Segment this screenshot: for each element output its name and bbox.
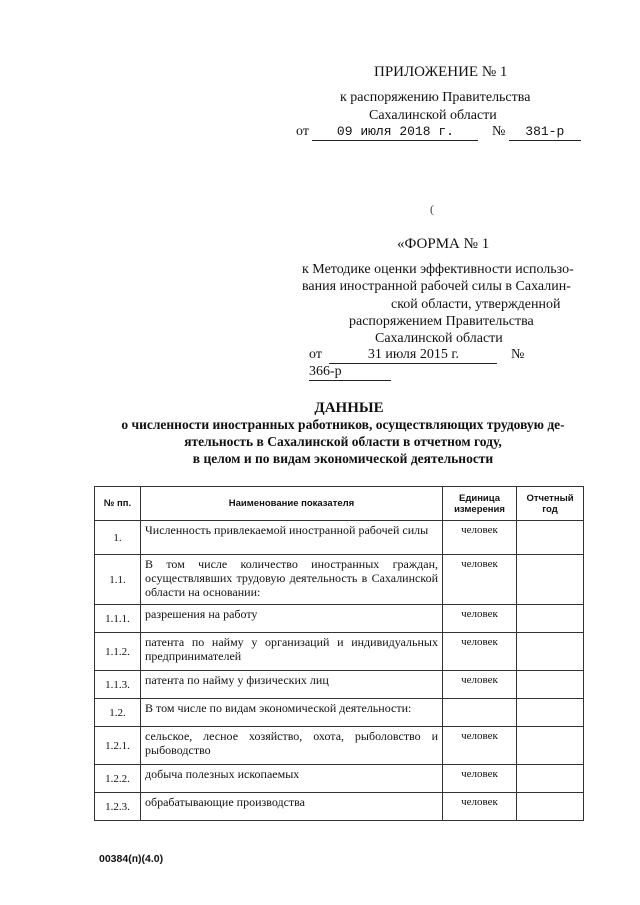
row-value[interactable] [517, 727, 584, 765]
row-num: 1.1. [95, 555, 141, 605]
row-num: 1.1.3. [95, 671, 141, 699]
table-row [95, 555, 584, 605]
row-value[interactable] [517, 699, 584, 727]
header-unit: Единица измерения [443, 487, 517, 521]
appendix-date: 09 июля 2018 г. [312, 124, 478, 141]
table-row [95, 727, 584, 765]
row-value[interactable] [517, 671, 584, 699]
table-row [95, 605, 584, 633]
data-table [94, 486, 584, 821]
row-value[interactable] [517, 793, 584, 821]
row-unit: человек [443, 765, 517, 793]
header-name: Наименование показателя [141, 487, 443, 521]
appendix-date-prefix: от [296, 124, 309, 139]
form-number: 366-р [309, 364, 391, 381]
row-unit: человек [443, 605, 517, 633]
footer-code: 00384(п)(4.0) [99, 853, 164, 865]
row-name: патента по найму у организаций и индивидуальных предпринимателей [141, 633, 443, 671]
row-name: Численность привлекаемой иностранной рабочей силы [141, 521, 443, 555]
heading-title: ДАННЫЕ [314, 400, 384, 416]
row-num: 1. [95, 521, 141, 555]
row-name: сельское, лесное хозяйство, охота, рыболовство и рыбоводство [141, 727, 443, 765]
table-header-row [95, 487, 584, 521]
appendix-line-2: Сахалинской области [369, 108, 497, 123]
row-unit [443, 699, 517, 727]
form-line-1: к Методике оценки эффективности использо- [302, 262, 574, 277]
row-unit: человек [443, 555, 517, 605]
appendix-number: 381-р [509, 124, 581, 141]
form-line-2: вания иностранной рабочей силы в Сахалин- [302, 279, 571, 294]
row-value[interactable] [517, 521, 584, 555]
row-name: разрешения на работу [141, 605, 443, 633]
row-value[interactable] [517, 605, 584, 633]
appendix-date-row [296, 124, 586, 142]
row-unit: человек [443, 727, 517, 765]
form-date-row [309, 347, 609, 379]
table-row [95, 633, 584, 671]
row-unit: человек [443, 793, 517, 821]
row-name: обрабатывающие производства [141, 793, 443, 821]
row-value[interactable] [517, 633, 584, 671]
row-num: 1.2.3. [95, 793, 141, 821]
heading-line-2: ятельность в Сахалинской области в отчетном году, [184, 434, 502, 449]
row-num: 1.2.1. [95, 727, 141, 765]
table-row [95, 765, 584, 793]
form-num-prefix: № [510, 347, 525, 362]
row-name: В том числе количество иностранных граждан, осуществлявших трудовую деятельность в Сахалинской области на основании: [141, 555, 443, 605]
row-name: В том числе по видам экономической деятельности: [141, 699, 443, 727]
appendix-line-1: к распоряжению Правительства [340, 90, 531, 105]
table-row [95, 521, 584, 555]
table-row [95, 699, 584, 727]
heading-line-3: в целом и по видам экономической деятельности [192, 451, 494, 466]
row-unit: человек [443, 521, 517, 555]
form-date-prefix: от [309, 347, 322, 362]
row-value[interactable] [517, 555, 584, 605]
form-title: «ФОРМА № 1 [397, 236, 490, 252]
row-num: 1.2.2. [95, 765, 141, 793]
row-num: 1.1.2. [95, 633, 141, 671]
form-line-5: Сахалинской области [375, 331, 503, 346]
header-num: № пп. [95, 487, 141, 521]
appendix-num-prefix: № [491, 124, 506, 139]
table-row [95, 671, 584, 699]
form-line-3: ской области, утвержденной [391, 297, 561, 312]
scan-mark: ( [430, 202, 434, 216]
row-name: патента по найму у физических лиц [141, 671, 443, 699]
heading-line-1: о численности иностранных работников, осуществляющих трудовую де- [121, 417, 565, 432]
table-row [95, 793, 584, 821]
row-unit: человек [443, 671, 517, 699]
row-num: 1.2. [95, 699, 141, 727]
row-name: добыча полезных ископаемых [141, 765, 443, 793]
row-unit: человек [443, 633, 517, 671]
row-value[interactable] [517, 765, 584, 793]
form-date: 31 июля 2015 г. [329, 347, 497, 364]
appendix-title: ПРИЛОЖЕНИЕ № 1 [374, 64, 508, 80]
form-line-4: распоряжением Правительства [349, 314, 534, 329]
header-year: Отчетный год [517, 487, 584, 521]
row-num: 1.1.1. [95, 605, 141, 633]
